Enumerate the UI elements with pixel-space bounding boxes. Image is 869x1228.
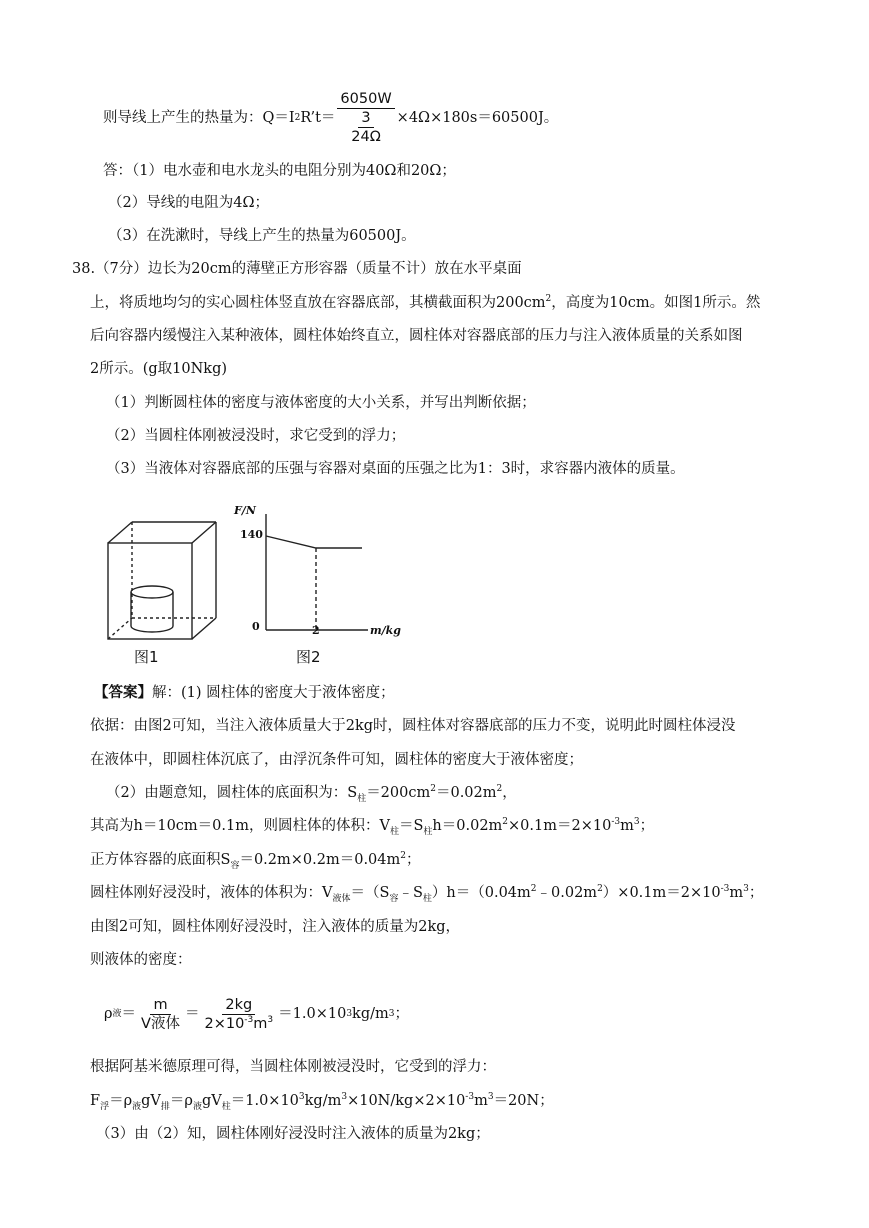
cube-figure bbox=[108, 522, 216, 639]
cube-edge bbox=[192, 618, 216, 639]
fig1-caption: 图1 bbox=[134, 648, 159, 666]
question-38-p3: 后向容器内缓慢注入某种液体，圆柱体始终直立，圆柱体对容器底部的压力与注入液体质量的关系如图 bbox=[90, 328, 743, 344]
rho: ρ bbox=[104, 1006, 113, 1022]
cube-edge bbox=[192, 522, 216, 543]
fraction-mid: 3 bbox=[358, 109, 373, 128]
t: gV bbox=[141, 1093, 161, 1109]
t: ）×0.1m＝2×10 bbox=[602, 885, 721, 901]
q-p2b: ，高度为10cm。如图1所示。然 bbox=[551, 295, 761, 311]
compound-fraction bbox=[337, 90, 394, 146]
sub: 浮 bbox=[100, 1101, 110, 1112]
answer-a5 bbox=[90, 816, 654, 836]
t: ， bbox=[502, 785, 517, 801]
answer-a7 bbox=[90, 883, 763, 903]
t: ×10N/kg×2×10 bbox=[347, 1093, 466, 1109]
question-38-sub1: （1）判断圆柱体的密度与液体密度的大小关系，并写出判断依据； bbox=[106, 395, 536, 411]
t: （2）由题意知，圆柱体的底面积为：S bbox=[106, 785, 358, 801]
sub: 容 bbox=[230, 860, 240, 871]
t: ＝S bbox=[398, 818, 424, 834]
sup: 2 bbox=[597, 884, 603, 895]
t: ； bbox=[394, 1006, 409, 1022]
sup: 3 bbox=[298, 1092, 305, 1103]
answer-a1: 解：(1) 圆柱体的密度大于液体密度； bbox=[152, 685, 395, 701]
sup: 3 bbox=[341, 1092, 348, 1103]
answer-line-1: 答：（1）电水壶和电水龙头的电阻分别为40Ω和20Ω； bbox=[103, 163, 456, 179]
sup: 2 bbox=[502, 817, 509, 828]
frac-num: 2kg bbox=[222, 996, 255, 1015]
question-38-p4: 2所示。(g取10Nkg) bbox=[90, 361, 228, 377]
answer-line-3: （3）在洗漱时，导线上产生的热量为60500J。 bbox=[108, 228, 416, 244]
cube-edge bbox=[108, 522, 132, 543]
cylinder-bottom bbox=[131, 626, 173, 632]
t: 正方体容器的底面积S bbox=[90, 852, 231, 868]
sup: 2 bbox=[496, 784, 503, 795]
t: h＝0.02m bbox=[432, 818, 503, 834]
sup: -3 bbox=[720, 884, 730, 895]
t: kg/m bbox=[304, 1093, 342, 1109]
figure-svg bbox=[100, 498, 420, 670]
origin-label: 0 bbox=[252, 620, 260, 633]
t: m bbox=[729, 885, 744, 901]
sup: 2 bbox=[430, 784, 436, 795]
t: ； bbox=[748, 885, 764, 901]
sup: -3 bbox=[465, 1092, 475, 1103]
eq: ＝ bbox=[184, 1006, 200, 1022]
question-38-sub3: （3）当液体对容器底部的压强与容器对桌面的压强之比为1：3时，求容器内液体的质量。 bbox=[106, 461, 685, 477]
t: 其高为h＝10cm＝0.1m，则圆柱体的体积：V bbox=[90, 818, 390, 834]
cube-hidden-edge bbox=[108, 618, 132, 639]
t: F bbox=[90, 1093, 101, 1109]
t: ＝0.2m×0.2m＝0.04m bbox=[239, 852, 401, 868]
t: gV bbox=[201, 1093, 222, 1109]
sub: 柱 bbox=[423, 826, 433, 837]
x-axis-label: m/kg bbox=[370, 624, 401, 637]
sup: 3 bbox=[743, 884, 749, 895]
force-curve bbox=[266, 536, 362, 548]
t: 2×10 bbox=[204, 1015, 245, 1032]
sup: 3 bbox=[487, 1092, 494, 1103]
t: ＝1.0×10 bbox=[230, 1093, 299, 1109]
t: ＝1.0×10 bbox=[278, 1006, 347, 1022]
answer-a3: 在液体中，即圆柱体沉底了，由浮沉条件可知，圆柱体的密度大于液体密度； bbox=[90, 752, 583, 768]
question-38-sub2: （2）当圆柱体刚被浸没时，求它受到的浮力； bbox=[106, 428, 406, 444]
t: kg/m bbox=[352, 1006, 389, 1022]
sub: 柱 bbox=[357, 793, 367, 804]
t: ＝20N； bbox=[493, 1093, 554, 1109]
sub: 柱 bbox=[422, 893, 432, 904]
sub: 液 bbox=[132, 1101, 142, 1112]
t: ）h＝（0.04m bbox=[431, 885, 531, 901]
t: ﹣S bbox=[398, 885, 423, 901]
heat-formula-line: 则导线上产生的热量为：Q＝I 2 R’t＝ 6050W 3 24Ω ×4Ω×180s＝60500J。 bbox=[103, 91, 559, 145]
y-axis-label: F/N bbox=[234, 504, 256, 517]
heat-formula-result: ×4Ω×180s＝60500J。 bbox=[396, 110, 559, 126]
frac-den: V液体 bbox=[141, 1015, 180, 1032]
t: 圆柱体刚好浸没时，液体的体积为：V bbox=[90, 885, 333, 901]
answer-a4 bbox=[106, 783, 517, 803]
eq: ＝ bbox=[121, 1006, 137, 1022]
fraction-num: 6050W bbox=[337, 90, 394, 109]
sup: 2 bbox=[545, 294, 552, 305]
answer-a8: 由图2可知，圆柱体刚好浸没时，注入液体的质量为2kg， bbox=[90, 919, 461, 935]
answer-a9: 则液体的密度： bbox=[90, 952, 192, 968]
t: ＝ρ bbox=[109, 1093, 133, 1109]
t: ×0.1m＝2×10 bbox=[508, 818, 612, 834]
answer-a13: （3）由（2）知，圆柱体刚好浸没时注入液体的质量为2kg； bbox=[96, 1126, 490, 1142]
t: ； bbox=[639, 818, 655, 834]
answer-a11: 根据阿基米德原理可得，当圆柱体刚被浸没时，它受到的浮力： bbox=[90, 1059, 496, 1075]
density-fraction-1 bbox=[138, 996, 183, 1033]
graph-figure bbox=[266, 514, 368, 630]
t: ＝200cm bbox=[366, 785, 431, 801]
q-p2a: 上，将质地均匀的实心圆柱体竖直放在容器底部，其横截面积为200cm bbox=[90, 295, 546, 311]
heat-formula-text-b: R’t＝ bbox=[300, 110, 336, 126]
question-38-p2 bbox=[90, 293, 760, 313]
x-tick-2: 2 bbox=[312, 624, 320, 637]
answer-intro bbox=[94, 683, 395, 703]
sub: 柱 bbox=[389, 826, 399, 837]
answer-a6 bbox=[90, 850, 421, 870]
sup: 3 bbox=[633, 817, 640, 828]
sub: 容 bbox=[389, 893, 399, 904]
t: ﹣0.02m bbox=[536, 885, 598, 901]
sub: 液体 bbox=[332, 893, 351, 904]
sup: -3 bbox=[244, 1014, 254, 1025]
sup: 2 bbox=[530, 884, 537, 895]
sup: 3 bbox=[267, 1014, 274, 1025]
density-formula: ρ 液 ＝ $\frac{m}{\text{V液体}}$ ＝ $\frac{2kg}{2\times 10^{-3}m^3}$ ＝1.0×10 3 kg/m 3 ； bbox=[104, 996, 409, 1032]
sup: -3 bbox=[611, 817, 621, 828]
t: m bbox=[253, 1015, 268, 1032]
sup: 2 bbox=[400, 851, 406, 862]
density-fraction-2 bbox=[201, 996, 276, 1033]
cylinder-top bbox=[131, 586, 173, 598]
sub: 柱 bbox=[221, 1101, 231, 1112]
answer-a2: 依据：由图2可知，当注入液体质量大于2kg时，圆柱体对容器底部的压力不变，说明此时圆柱体浸没 bbox=[90, 718, 736, 734]
t: ＝（S bbox=[350, 885, 390, 901]
answer-line-2: （2）导线的电阻为4Ω； bbox=[108, 195, 269, 211]
heat-formula-text: 则导线上产生的热量为：Q＝I bbox=[103, 110, 295, 126]
frac-den bbox=[201, 1015, 276, 1033]
t: m bbox=[620, 818, 634, 834]
cube-front bbox=[108, 543, 192, 639]
question-38-head: 38.（7分）边长为20cm的薄壁正方形容器（质量不计）放在水平桌面 bbox=[72, 261, 522, 277]
sub: 排 bbox=[160, 1101, 170, 1112]
t: ＝ρ bbox=[169, 1093, 193, 1109]
answer-a12 bbox=[90, 1091, 554, 1111]
fraction-den: 24Ω bbox=[351, 129, 381, 145]
t: ＝0.02m bbox=[435, 785, 497, 801]
answer-tag: 【答案】 bbox=[94, 684, 152, 701]
t: m bbox=[474, 1093, 488, 1109]
t: ； bbox=[406, 852, 421, 868]
frac-num: m bbox=[150, 996, 170, 1015]
figures bbox=[100, 498, 420, 670]
fig2-caption: 图2 bbox=[296, 648, 321, 666]
sub: 液 bbox=[192, 1101, 202, 1112]
y-tick-140: 140 bbox=[240, 528, 263, 541]
